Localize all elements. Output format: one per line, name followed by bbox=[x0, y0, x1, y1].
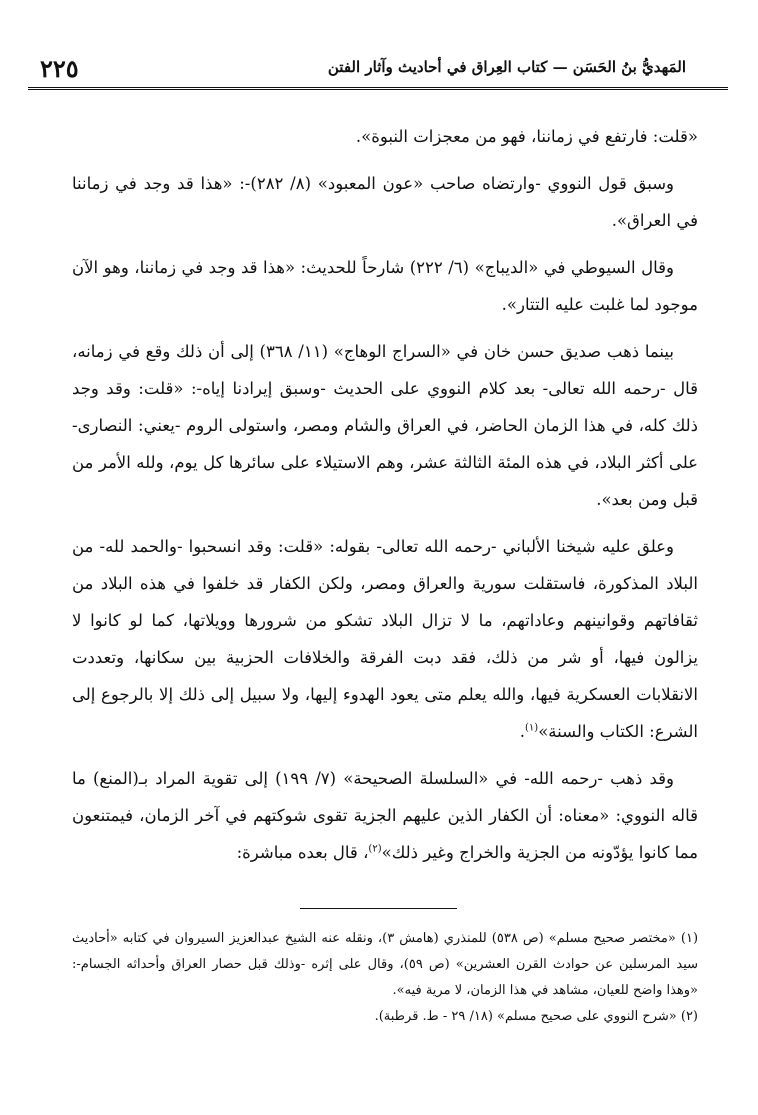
paragraph-3: وقال السيوطي في «الديباج» (٦/ ٢٢٢) شارحاً للحديث: «هذا قد وجد في زماننا، وهو الآن موجود لما غلبت عليه التتار». bbox=[72, 258, 698, 314]
paragraph-6 bbox=[72, 760, 698, 871]
header-rule bbox=[28, 87, 728, 90]
running-title: المَهديُّ بنُ الحَسَن — كتاب العِراق في أحاديث وآثار الفتن bbox=[327, 58, 686, 76]
footnote-ref-2: (٢) bbox=[368, 843, 382, 855]
footnote-ref-1: (١) bbox=[525, 722, 539, 734]
paragraph-4: بينما ذهب صديق حسن خان في «السراج الوهاج» (١١/ ٣٦٨) إلى أن ذلك وقع في زمانه، قال -رحمه الله تعالى- بعد كلام النووي على الحديث -وسبق إيرادنا إياه-: «قلت: وقد وجد ذلك كله، في هذا الزمان الحاضر، في العراق والشام ومصر، واستولى الروم -يعني: النصارى- على أكثر البلاد، في هذه المئة الثالثة عشر، وهم الاستيلاء على سائرها كل يوم، ولله الأمر من قبل ومن بعد». bbox=[72, 342, 698, 509]
paragraph-6-text: وقد ذهب -رحمه الله- في «السلسلة الصحيحة» (٧/ ١٩٩) إلى تقوية المراد بـ(المنع) ما قاله النووي: «معناه: أن الكفار الذين عليهم الجزية تقوى شوكتهم في آخر الزمان، فيمتنعون مما كانوا يؤدّونه من الجزية والخراج وغير ذلك» bbox=[72, 769, 698, 862]
main-text bbox=[72, 118, 698, 881]
footnote-1: (١) «مختصر صحيح مسلم» (ص ٥٣٨) للمنذري (هامش ٣)، ونقله عنه الشيخ عبدالعزيز السيروان في كتابه «أحاديث سيد المرسلين عن حوادث القرن العشرين» (ص ٥٩)، وقال على إثره -وذلك قبل حصار العراق وأحداثه الجسام-: «وهذا واضح للعيان، مشاهد في هذا الزمان، لا مرية فيه». bbox=[72, 931, 699, 998]
footnote-separator bbox=[300, 908, 457, 909]
footnote-2: (٢) «شرح النووي على صحيح مسلم» (١٨/ ٢٩ - ط. قرطبة). bbox=[374, 1009, 698, 1024]
paragraph-6-tail: ، قال بعده مباشرة: bbox=[236, 843, 369, 862]
paragraph-5-text: وعلق عليه شيخنا الألباني -رحمه الله تعالى- بقوله: «قلت: وقد انسحبوا -والحمد لله- من البلاد المذكورة، فاستقلت سورية والعراق ومصر، ولكن الكفار قد خلفوا في هذه البلاد من ثقافاتهم وقوانينهم وعاداتهم، ما لا تزال البلاد تشكو من شرورها وويلاتها، كما لو كانوا لا يزالون فيها، أو شر من ذلك، فقد دبت الفرقة والخلافات الحزبية بين سكانها، وتعددت الانقلابات العسكرية فيها، والله يعلم متى يعود الهدوء إليها، ولا سبيل إلى ذلك إلا بالرجوع إلى الشرع: الكتاب والسنة» bbox=[72, 537, 698, 741]
page-header bbox=[28, 50, 728, 90]
paragraph-2: وسبق قول النووي -وارتضاه صاحب «عون المعبود» (٨/ ٢٨٢)-: «هذا قد وجد في زماننا في العراق». bbox=[72, 174, 698, 230]
paragraph-1: «قلت: فارتفع في زماننا، فهو من معجزات النبوة». bbox=[355, 127, 698, 146]
footnotes bbox=[72, 926, 698, 1030]
page-number: ٢٢٥ bbox=[40, 54, 79, 83]
paragraph-5: وعلق عليه شيخنا الألباني -رحمه الله تعالى- بقوله: «قلت: وقد انسحبوا -والحمد لله- من البلاد المذكورة، فاستقلت سورية والعراق ومصر، ولكن الكفار قد خلفوا في هذه البلاد من ثقافاتهم وقوانينهم وعاداتهم، ما لا تزال البلاد تشكو من شرورها وويلاتها، كما لو كانوا لا يزالون فيها، أو شر من ذلك، فقد دبت الفرقة والخلافات الحزبية بين سكانها، وتعددت الانقلابات العسكرية فيها، والله يعلم متى يعود الهدوء إليها، ولا سبيل إلى ذلك إلا بالرجوع إلى الشرع: الكتاب والسنة»$^{(١)}$. bbox=[72, 537, 698, 741]
